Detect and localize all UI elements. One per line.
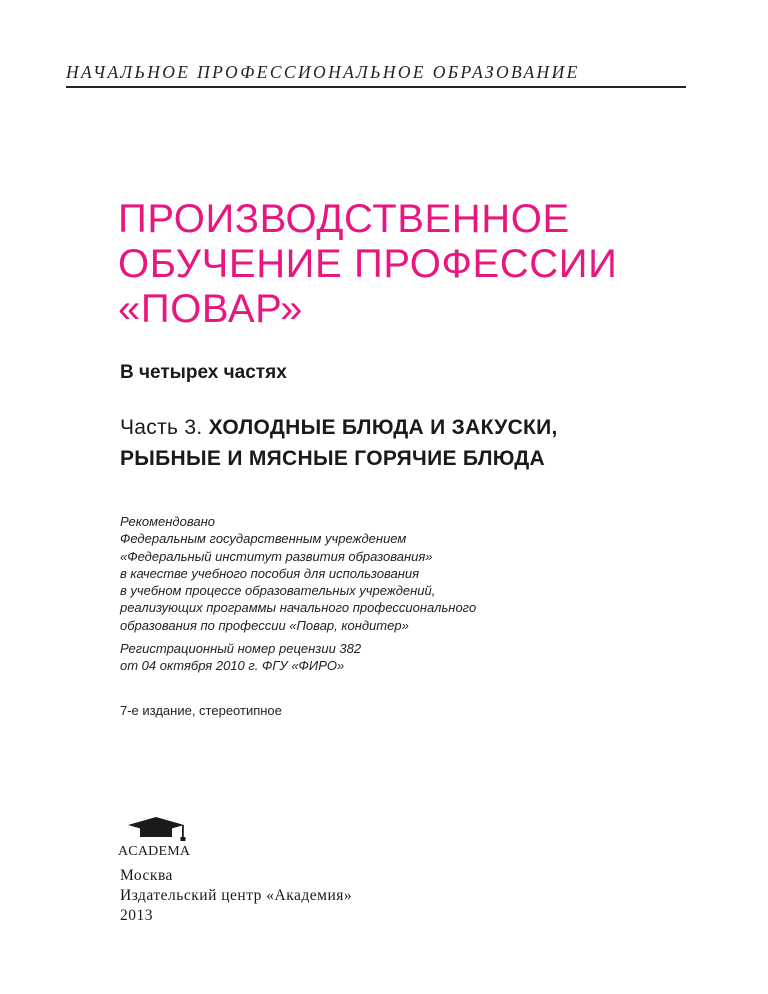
academia-logo-text: ACADEMA (118, 844, 191, 859)
registration-block (120, 640, 361, 675)
subtitle: В четырех частях (120, 362, 287, 383)
registration-line: Регистрационный номер рецензии 382 (120, 641, 362, 656)
academia-logo (118, 815, 208, 863)
recommendation-block (120, 513, 680, 634)
part-heading (120, 412, 558, 474)
recommendation-line: в учебном процессе образовательных учреждений, (120, 583, 436, 599)
publication-year: 2013 (120, 907, 153, 924)
title-line-3: «ПОВАР» (118, 287, 304, 331)
publisher-city: Москва (120, 867, 173, 884)
recommendation-line: образования по профессии «Повар, кондитер» (120, 617, 409, 633)
recommendation-line: Рекомендовано (120, 514, 215, 529)
title-line-1: ПРОИЗВОДСТВЕННОЕ (118, 197, 570, 241)
part-label: Часть 3. (120, 416, 203, 439)
publisher-block (120, 866, 352, 926)
series-header: НАЧАЛЬНОЕ ПРОФЕССИОНАЛЬНОЕ ОБРАЗОВАНИЕ (66, 62, 580, 82)
title-line-2: ОБУЧЕНИЕ ПРОФЕССИИ (118, 242, 618, 286)
part-title-line-1: ХОЛОДНЫЕ БЛЮДА И ЗАКУСКИ, (208, 416, 558, 439)
publisher-name: Издательский центр «Академия» (120, 887, 353, 904)
academia-logo-icon (118, 815, 208, 863)
recommendation-line: Федеральным государственным учреждением (120, 531, 407, 547)
recommendation-line: «Федеральный институт развития образования» (120, 548, 433, 564)
book-title (118, 197, 718, 332)
edition-note: 7-е издание, стереотипное (120, 703, 282, 718)
part-title-line-2: РЫБНЫЕ И МЯСНЫЕ ГОРЯЧИЕ БЛЮДА (120, 447, 545, 470)
registration-line: от 04 октября 2010 г. ФГУ «ФИРО» (120, 658, 345, 674)
part-line-1 (120, 412, 558, 443)
series-rule (66, 86, 686, 88)
recommendation-line: в качестве учебного пособия для использования (120, 565, 420, 581)
recommendation-line: реализующих программы начального профессионального (120, 600, 477, 616)
